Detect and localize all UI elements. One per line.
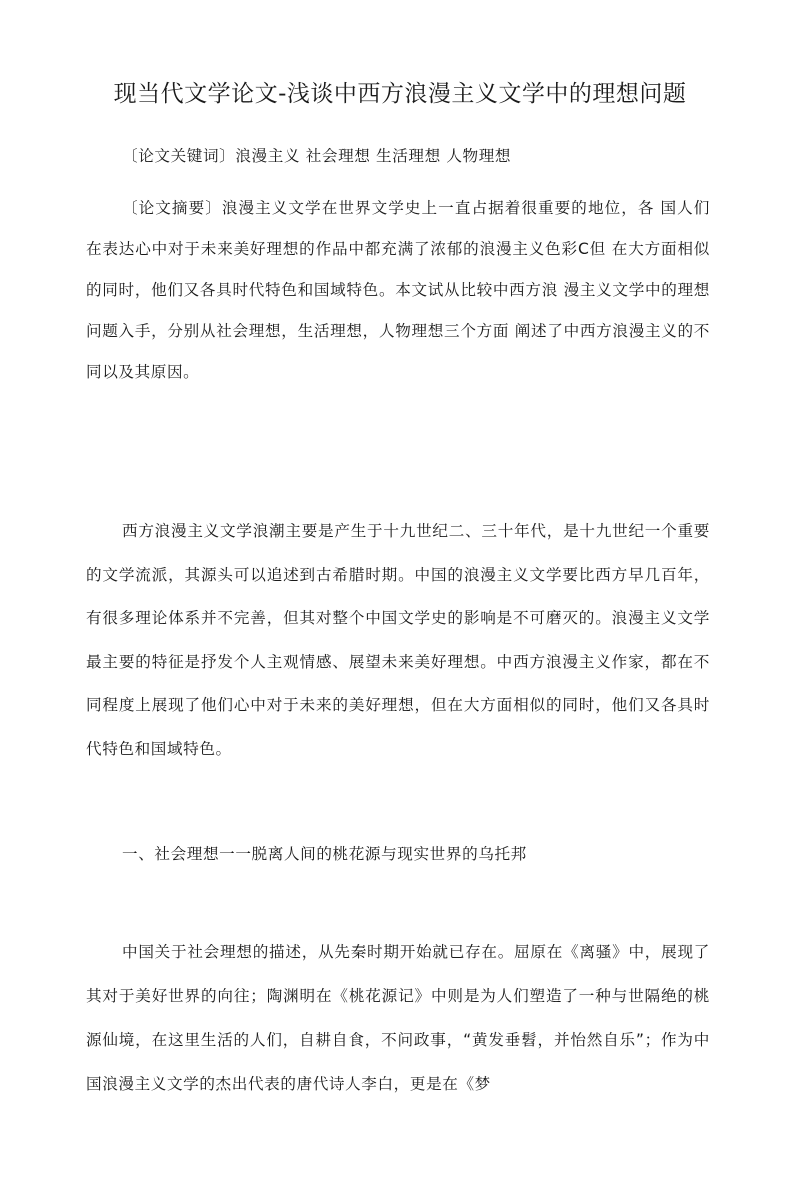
section-paragraph: 中国关于社会理想的描述，从先秦时期开始就已存在。屈原在《离骚》中，展现了其对于美好世界的向往；陶渊明在《桃花源记》中则是为人们塑造了一种与世隔绝的桃源仙境，在这里生活的人们，自耕自食，不问政事，“黄发垂髫，并怡然自乐”；作为中国浪漫主义文学的杰出代表的唐代诗人李白，更是在《梦: [86, 943, 710, 1093]
section-heading: 一、社会理想一一脱离人间的桃花源与现实世界的乌托邦: [122, 845, 527, 863]
keywords-line: 〔论文关键词〕浪漫主义 社会理想 生活理想 人物理想: [122, 147, 512, 165]
document-title: 现当代文学论文-浅谈中西方浪漫主义文学中的理想问题: [113, 81, 687, 107]
intro-paragraph: 西方浪漫主义文学浪潮主要是产生于十九世纪二、三十年代，是十九世纪一个重要的文学流派，其源头可以追述到古希腊时期。中国的浪漫主义文学要比西方早几百年，有很多理论体系并不完善，但其对整个中国文学史的影响是不可磨灭的。浪漫主义文学最主要的特征是抒发个人主观情感、展望未来美好理想。中西方浪漫主义作家，都在不同程度上展现了他们心中对于未来的美好理想，但在大方面相似的同时，他们又各具时代特色和国域特色。: [86, 522, 710, 758]
abstract-paragraph: 〔论文摘要〕浪漫主义文学在世界文学史上一直占据着很重要的地位，各 国人们在表达心中对于未来美好理想的作品中都充满了浓郁的浪漫主义色彩C但 在大方面相似的同时，他们又各具时代特色和国域特色。本文试从比较中西方浪 漫主义文学中的理想问题入手，分别从社会理想，生活理想，人物理想三个方面 阐述了中西方浪漫主义的不同以及其原因。: [86, 199, 710, 381]
